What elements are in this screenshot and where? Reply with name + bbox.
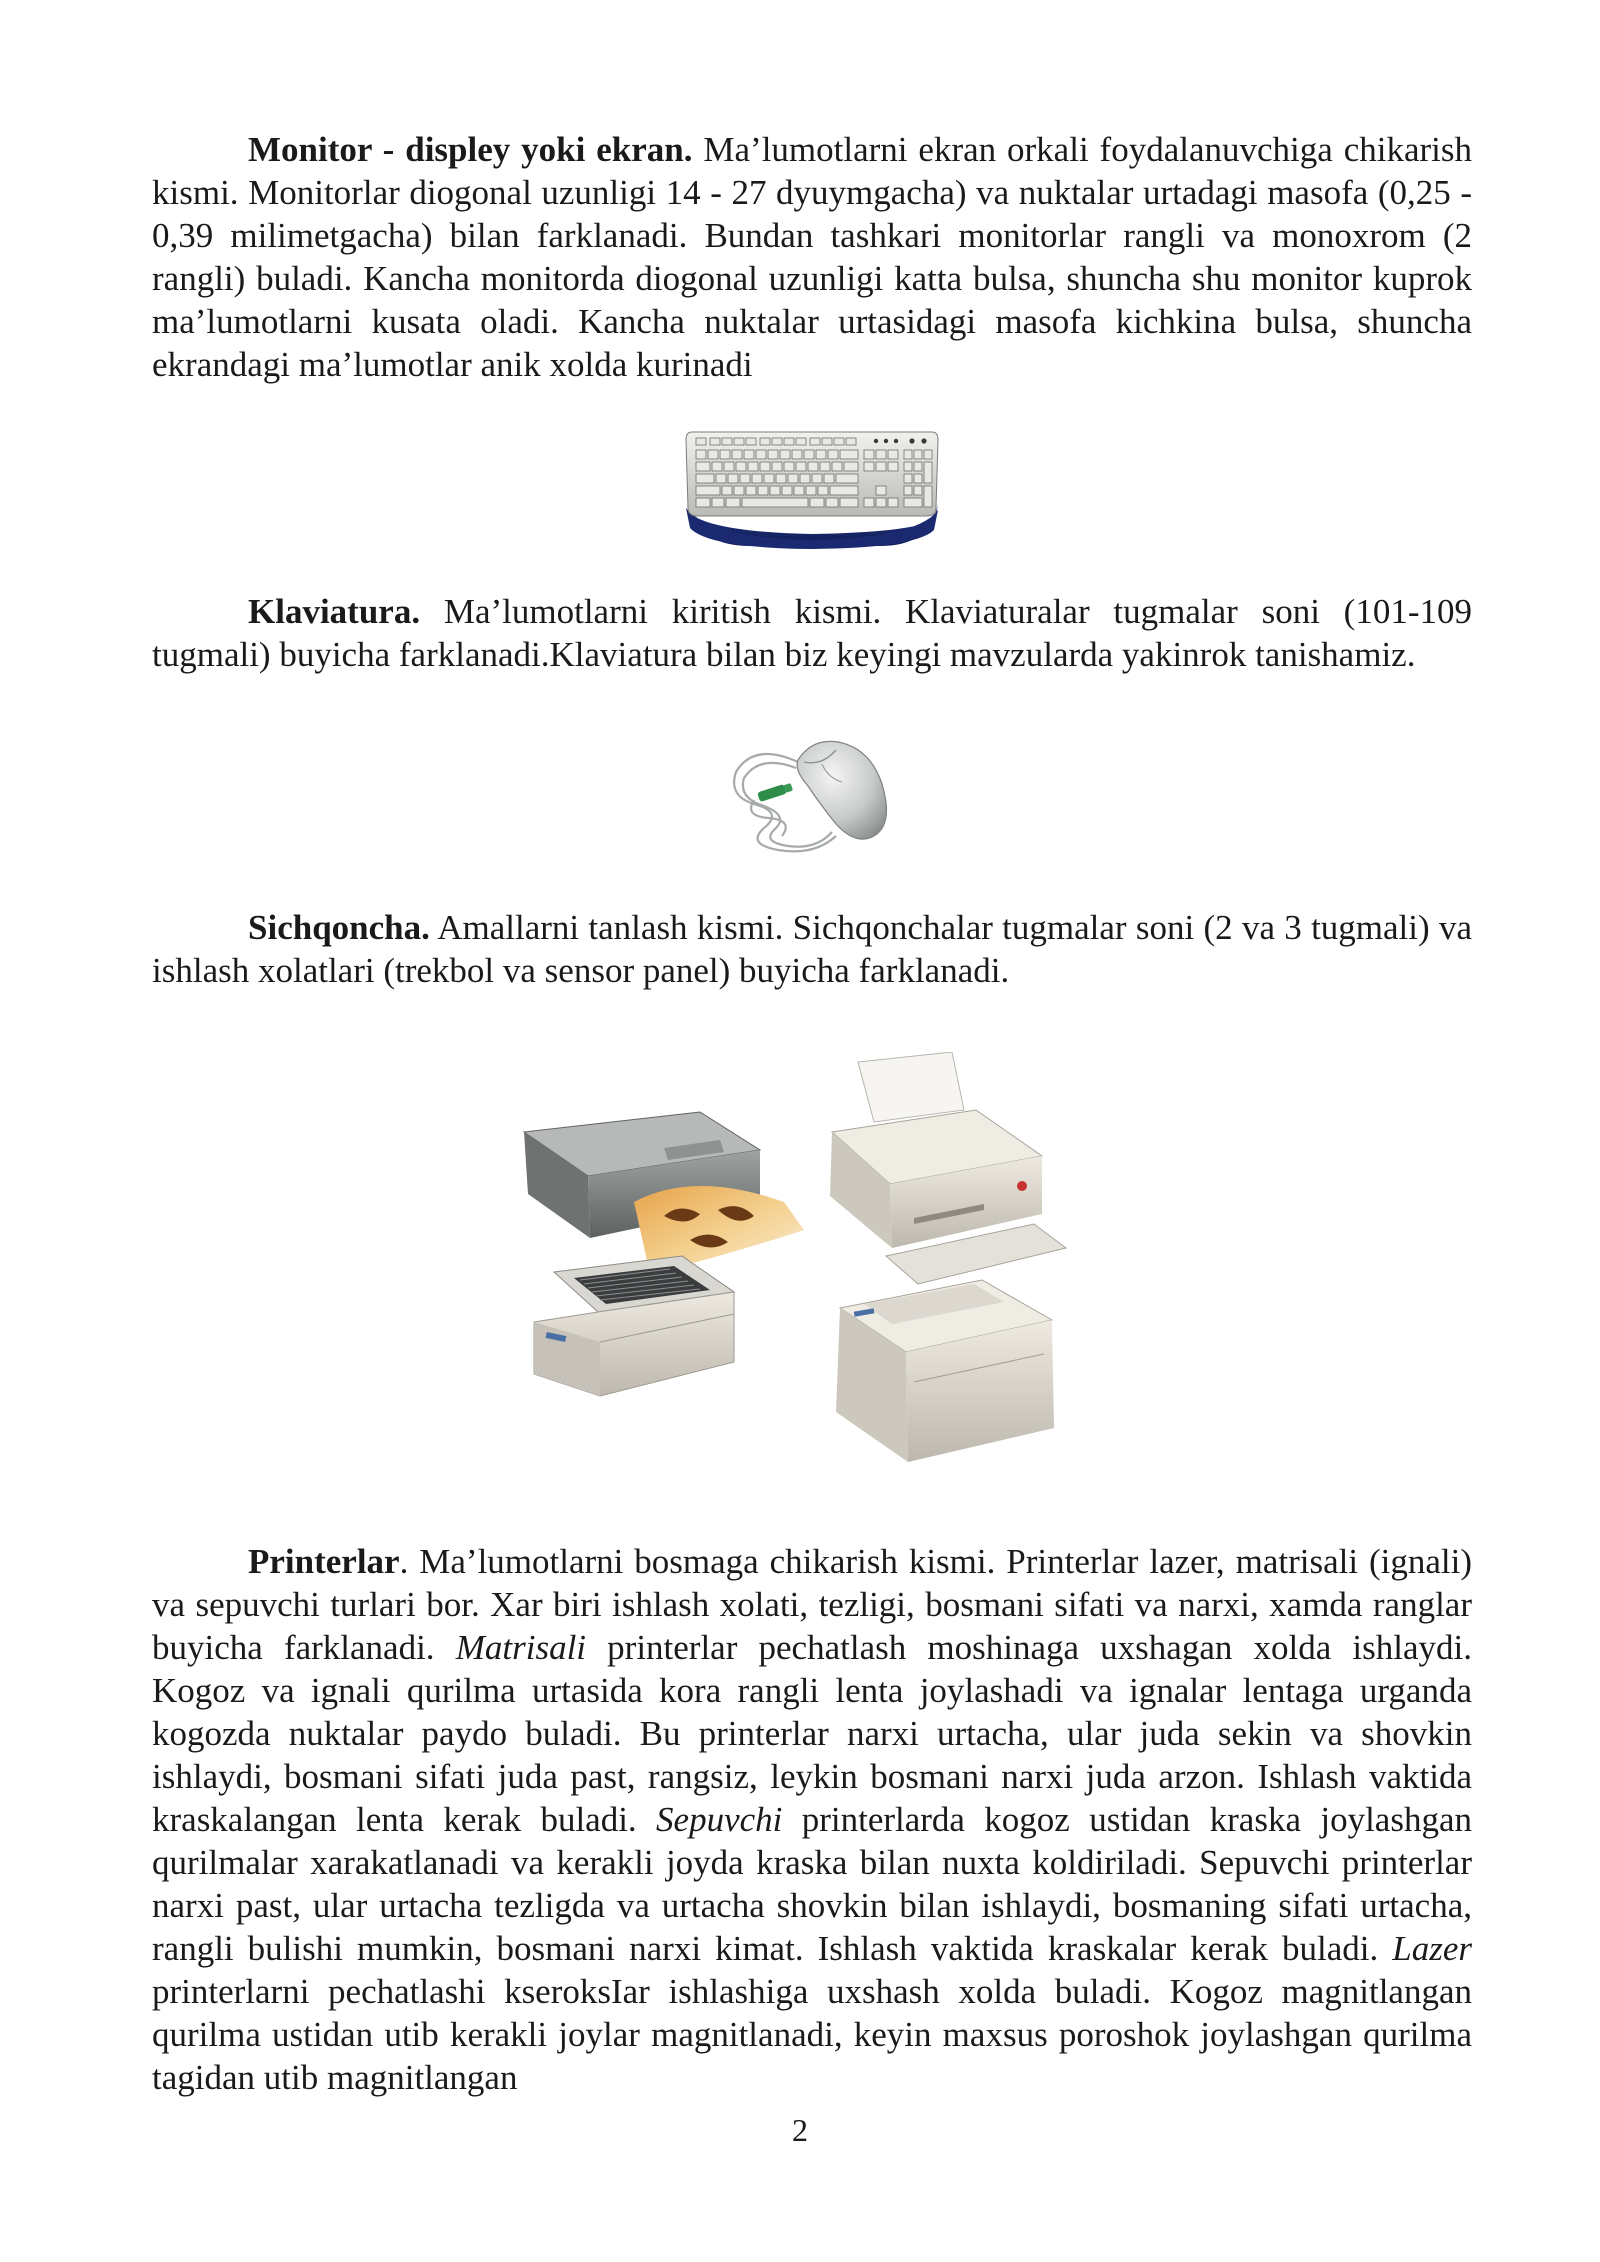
mouse-paragraph — [152, 906, 1472, 992]
keyboard-heading: Klaviatura. — [248, 592, 421, 631]
keyboard-icon — [680, 422, 944, 550]
matrisali-term: Matrisali — [455, 1628, 587, 1667]
printers-text-2: printerlar pechatlash moshinaga uxshagan xolda ishlaydi. Kogoz va ignali qurilma urtasida kora rangli lenta joylashadi va ignalar lentaga urganda kogozda nuktalar paydo buladi. Bu printerlar narxi urtacha, ular juda sekin va shovkin ishlaydi, bosmani sifati juda past, rangsiz, leykin bosmani narxi juda arzon. Ishlash vaktida kraskalangan lenta kerak buladi. — [152, 1628, 1472, 1839]
keyboard-text: Ma’lumotlarni kiritish kismi. Klaviaturalar tugmalar soni (101-109 tugmali) buyicha farklanadi.Klaviatura bilan biz keyingi mavzularda yakinrok tanishamiz. — [152, 592, 1472, 674]
keyboard-paragraph — [152, 590, 1472, 676]
monitor-heading: Monitor - displey yoki ekran. — [248, 130, 693, 169]
printers-heading: Printerlar — [248, 1542, 400, 1581]
printers-icon — [514, 1052, 1110, 1498]
keyboard-image — [152, 422, 1472, 550]
printers-paragraph — [152, 1540, 1472, 2099]
sepuvchi-term: Sepuvchi — [656, 1800, 783, 1839]
printers-image — [152, 1052, 1472, 1498]
mouse-icon — [724, 732, 900, 860]
page-number: 2 — [792, 2112, 808, 2148]
mouse-text: Amallarni tanlash kismi. Sichqonchalar tugmalar soni (2 va 3 tugmali) va ishlash xolatlari (trekbol va sensor panel) buyicha farklanadi. — [152, 908, 1472, 990]
lazer-term: Lazer — [1392, 1929, 1472, 1968]
laser-printer — [836, 1280, 1054, 1462]
monitor-paragraph — [152, 128, 1472, 386]
inkjet-printer-beige — [830, 1052, 1066, 1284]
inkjet-printer-gray — [524, 1112, 804, 1274]
printers-text-1: . Ma’lumotlarni bosmaga chikarish kismi. Printerlar lazer, matrisali (ignali) va sepuvchi turlari bor. Xar biri ishlash xolati, tezligi, bosmani sifati va narxi, xamda ranglar buyicha farklanadi. — [152, 1542, 1472, 1667]
mouse-heading: Sichqoncha. — [248, 908, 430, 947]
printers-text-4: printerlarni pechatlashi kseroksIar ishlashiga uxshash xolda buladi. Kogoz magnitlangan qurilma ustidan utib kerakli joylar magnitlanadi, keyin maxsus poroshok joylashgan qurilma tagidan utib magnitlangan — [152, 1972, 1472, 2097]
mouse-image — [152, 732, 1472, 860]
dot-matrix-printer — [534, 1256, 734, 1396]
printers-text-3: printerlarda kogoz ustidan kraska joylashgan qurilmalar xarakatlanadi va kerakli joyda kraska bilan nuxta koldiriladi. Sepuvchi printerlar narxi past, ular urtacha tezligda va urtacha shovkin bilan ishlaydi, bosmaning sifati urtacha, rangli bulishi mumkin, bosmani narxi kimat. Ishlash vaktida kraskalar kerak buladi. — [152, 1800, 1472, 1968]
document-body — [152, 128, 1472, 2099]
monitor-text: Ma’lumotlarni ekran orkali foydalanuvchiga chikarish kismi. Monitorlar diogonal uzunligi 14 - 27 dyuymgacha) va nuktalar urtadagi masofa (0,25 - 0,39 milimetgacha) bilan farklanadi. Bundan tashkari monitorlar rangli va monoxrom (2 rangli) buladi. Kancha monitorda diogonal uzunligi katta bulsa, shuncha shu monitor kuprok ma’lumotlarni kusata oladi. Kancha nuktalar urtasidagi masofa kichkina bulsa, shuncha ekrandagi ma’lumotlar anik xolda kurinadi — [152, 130, 1472, 384]
